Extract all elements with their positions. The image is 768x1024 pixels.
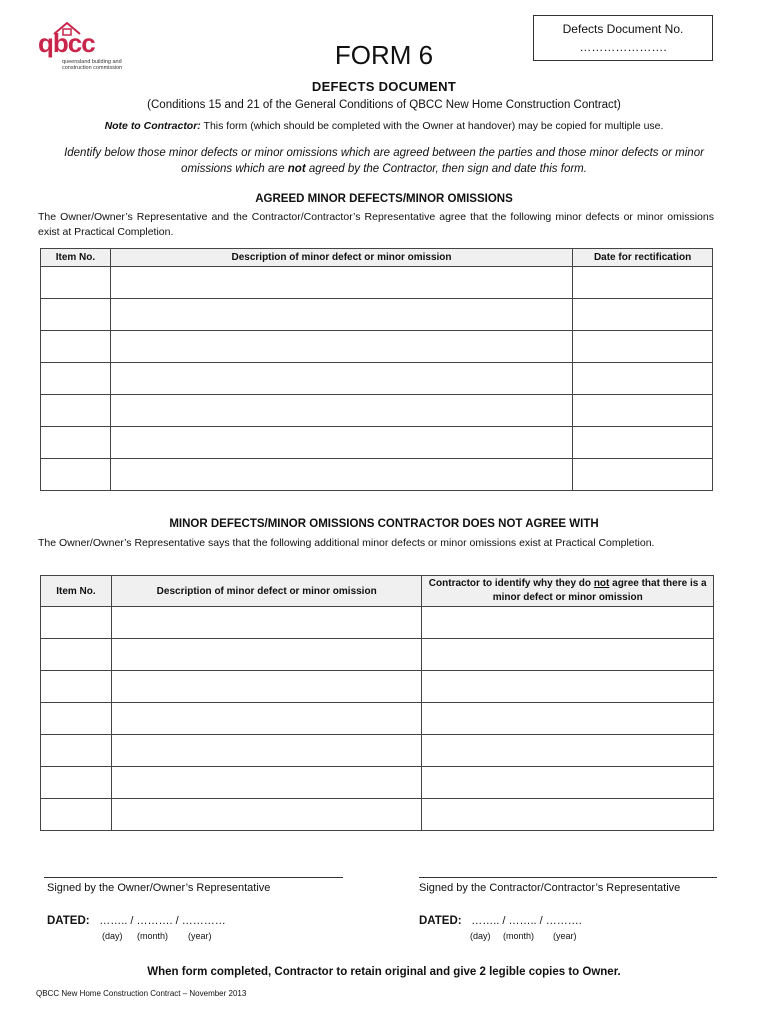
table-header-row bbox=[41, 249, 713, 267]
table-cell[interactable] bbox=[573, 427, 713, 459]
table-cell[interactable] bbox=[110, 299, 572, 331]
table-cell[interactable] bbox=[573, 363, 713, 395]
table-cell[interactable] bbox=[41, 607, 112, 639]
table-row bbox=[41, 703, 714, 735]
contractor-signature-label: Signed by the Contractor/Contractor’s Representative bbox=[419, 882, 681, 894]
table-cell[interactable] bbox=[41, 703, 112, 735]
table-cell[interactable] bbox=[110, 395, 572, 427]
table-cell[interactable] bbox=[110, 331, 572, 363]
table-cell[interactable] bbox=[41, 639, 112, 671]
form-subtitle: DEFECTS DOCUMENT bbox=[311, 79, 457, 94]
col-description: Description of minor defect or minor omission bbox=[111, 576, 422, 607]
agreed-defects-table bbox=[40, 248, 713, 491]
table-cell[interactable] bbox=[41, 299, 111, 331]
owner-date-month-hint: (month) bbox=[137, 931, 169, 941]
table-cell[interactable] bbox=[422, 735, 714, 767]
contractor-date-day-hint: (day) bbox=[470, 931, 491, 941]
contractor-date-field[interactable]: …….. / …….. / ………. bbox=[471, 915, 582, 927]
table-cell[interactable] bbox=[41, 427, 111, 459]
col-contractor-reason bbox=[422, 576, 714, 607]
col-date-rectification: Date for rectification bbox=[573, 249, 713, 267]
agreed-section-heading: AGREED MINOR DEFECTS/MINOR OMISSIONS bbox=[255, 193, 513, 205]
col-item-no: Item No. bbox=[41, 576, 112, 607]
table-row bbox=[41, 363, 713, 395]
logo-wordmark: qbcc bbox=[38, 28, 95, 58]
table-row bbox=[41, 799, 714, 831]
contractor-dated-label: DATED: bbox=[419, 915, 462, 927]
agreed-section-paragraph: The Owner/Owner’s Representative and the Contractor/Contractor’s Representative agree that the following minor defects or minor omissions exist at Practical Completion. bbox=[38, 211, 714, 238]
table-cell[interactable] bbox=[573, 459, 713, 491]
col-description: Description of minor defect or minor omission bbox=[110, 249, 572, 267]
table-row bbox=[41, 671, 714, 703]
table-cell[interactable] bbox=[41, 671, 112, 703]
note-label: Note to Contractor: bbox=[104, 120, 201, 132]
table-row bbox=[41, 299, 713, 331]
table-cell[interactable] bbox=[422, 607, 714, 639]
table-cell[interactable] bbox=[422, 671, 714, 703]
table-cell[interactable] bbox=[111, 639, 422, 671]
table-cell[interactable] bbox=[41, 331, 111, 363]
document-number-label: Defects Document No. bbox=[562, 22, 684, 36]
table-cell[interactable] bbox=[573, 267, 713, 299]
reason-text-b: agree that there is a minor defect or minor omission bbox=[492, 578, 707, 603]
disputed-section-paragraph: The Owner/Owner’s Representative says that the following additional minor defects or minor omissions exist at Practical Completion. bbox=[38, 537, 655, 549]
contractor-date-month-hint: (month) bbox=[503, 931, 535, 941]
table-cell[interactable] bbox=[41, 395, 111, 427]
reason-not: not bbox=[593, 578, 610, 589]
table-cell[interactable] bbox=[41, 767, 112, 799]
table-row bbox=[41, 267, 713, 299]
owner-date-year-hint: (year) bbox=[188, 931, 212, 941]
contractor-signature-line[interactable] bbox=[419, 877, 717, 878]
table-cell[interactable] bbox=[111, 607, 422, 639]
identify-text-1: Identify below those minor defects or minor omissions which are agreed between the parties and those minor defects or minor omissions which are bbox=[64, 147, 704, 175]
table-cell[interactable] bbox=[422, 639, 714, 671]
table-row bbox=[41, 331, 713, 363]
disputed-defects-table bbox=[40, 575, 714, 831]
conditions-reference: (Conditions 15 and 21 of the General Conditions of QBCC New Home Construction Contract) bbox=[147, 99, 621, 111]
table-cell[interactable] bbox=[111, 703, 422, 735]
owner-signature-line[interactable] bbox=[44, 877, 343, 878]
owner-dated bbox=[47, 915, 226, 927]
note-text: This form (which should be completed with the Owner at handover) may be copied for multiple use. bbox=[203, 120, 664, 132]
owner-dated-label: DATED: bbox=[47, 915, 90, 927]
table-cell[interactable] bbox=[573, 299, 713, 331]
owner-date-field[interactable]: …….. / ………. / ………… bbox=[99, 915, 226, 927]
disputed-section-heading: MINOR DEFECTS/MINOR OMISSIONS CONTRACTOR DOES NOT AGREE WITH bbox=[169, 518, 599, 530]
table-cell[interactable] bbox=[110, 427, 572, 459]
table-row bbox=[41, 767, 714, 799]
table-cell[interactable] bbox=[41, 363, 111, 395]
table-cell[interactable] bbox=[41, 459, 111, 491]
contractor-date-year-hint: (year) bbox=[553, 931, 577, 941]
contractor-dated bbox=[419, 915, 582, 927]
owner-signature-label: Signed by the Owner/Owner’s Representative bbox=[47, 882, 271, 894]
table-row bbox=[41, 395, 713, 427]
table-cell[interactable] bbox=[110, 363, 572, 395]
table-header-row bbox=[41, 576, 714, 607]
table-row bbox=[41, 427, 713, 459]
footer-instruction: When form completed, Contractor to retain original and give 2 legible copies to Owner. bbox=[147, 966, 621, 978]
table-cell[interactable] bbox=[111, 799, 422, 831]
table-cell[interactable] bbox=[573, 331, 713, 363]
footer-source: QBCC New Home Construction Contract – November 2013 bbox=[36, 989, 247, 998]
table-cell[interactable] bbox=[111, 671, 422, 703]
note-to-contractor bbox=[0, 120, 768, 132]
table-cell[interactable] bbox=[41, 799, 112, 831]
table-cell[interactable] bbox=[110, 459, 572, 491]
logo-tagline: queensland building and construction commission bbox=[62, 59, 123, 71]
table-cell[interactable] bbox=[111, 767, 422, 799]
table-cell[interactable] bbox=[41, 735, 112, 767]
owner-date-day-hint: (day) bbox=[102, 931, 123, 941]
identify-not: not bbox=[287, 163, 306, 175]
table-row bbox=[41, 735, 714, 767]
table-cell[interactable] bbox=[111, 735, 422, 767]
table-cell[interactable] bbox=[110, 267, 572, 299]
reason-text-a: Contractor to identify why they do bbox=[428, 578, 594, 589]
table-row bbox=[41, 459, 713, 491]
identify-instructions bbox=[40, 145, 728, 177]
table-cell[interactable] bbox=[573, 395, 713, 427]
table-row bbox=[41, 607, 714, 639]
table-cell[interactable] bbox=[422, 767, 714, 799]
table-row bbox=[41, 639, 714, 671]
document-number-value[interactable]: …………………. bbox=[579, 40, 667, 54]
table-cell[interactable] bbox=[41, 267, 111, 299]
form-title: FORM 6 bbox=[334, 40, 434, 70]
table-cell[interactable] bbox=[422, 799, 714, 831]
identify-text-2: agreed by the Contractor, then sign and date this form. bbox=[305, 163, 587, 175]
col-item-no: Item No. bbox=[41, 249, 111, 267]
table-cell[interactable] bbox=[422, 703, 714, 735]
